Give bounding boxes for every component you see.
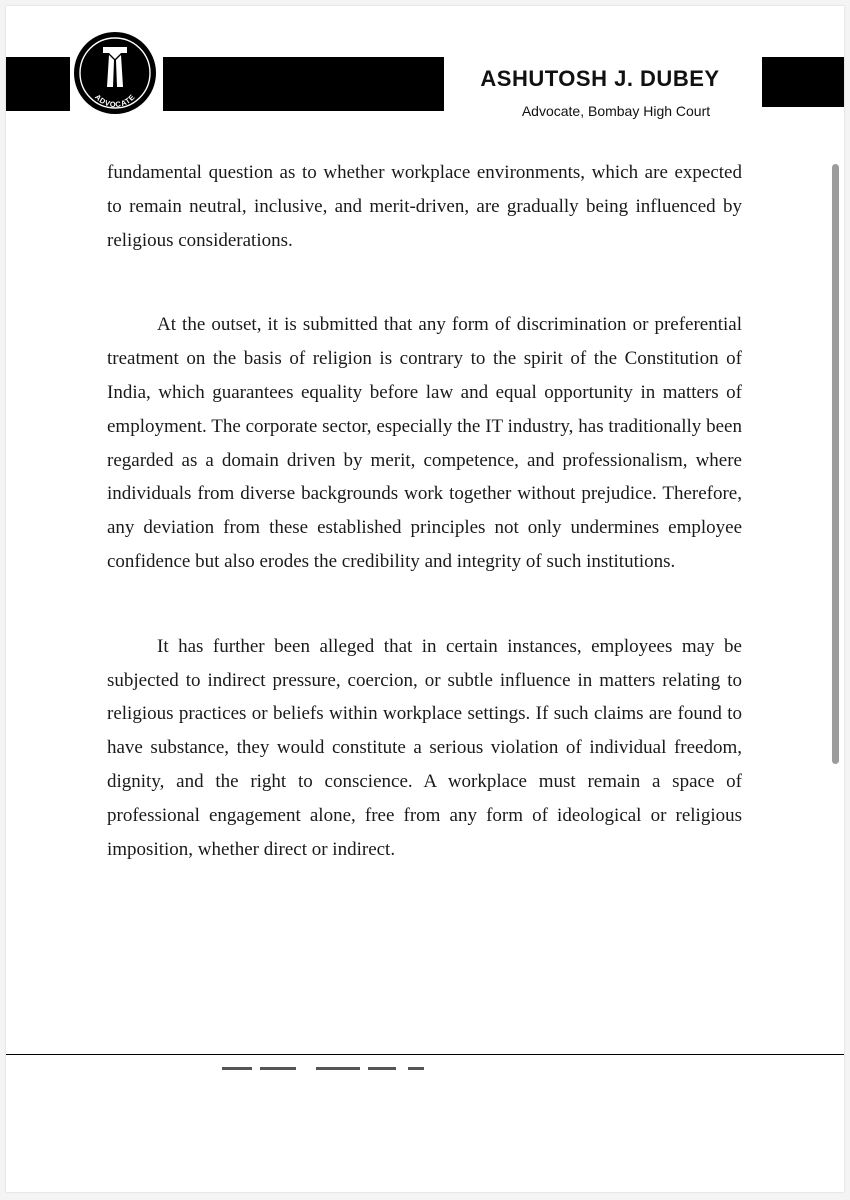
header-bar-left bbox=[6, 57, 70, 111]
paragraph: fundamental question as to whether workplace environments, which are expected to remain neutral, inclusive, and merit-driven, are gradually being influenced by religious considerations. bbox=[107, 162, 742, 251]
vertical-scrollbar[interactable] bbox=[832, 164, 839, 764]
logo-text: ADVOCATE bbox=[93, 92, 137, 110]
document-page bbox=[6, 6, 844, 1192]
header-bar-right bbox=[762, 57, 844, 107]
paragraph: It has further been alleged that in certain instances, employees may be subjected to indirect pressure, coercion, or subtle influence in matters relating to religious practices or beliefs within workplace settings. If such claims are found to have substance, they would constitute a serious violation of individual freedom, dignity, and the right to conscience. A workplace must remain a space of professional engagement alone, free from any form of ideological or religious imposition, whether direct or indirect. bbox=[107, 635, 742, 860]
advocate-title: Advocate, Bombay High Court bbox=[521, 103, 711, 119]
footer-address-cropped bbox=[220, 1067, 460, 1073]
advocate-name: ASHUTOSH J. DUBEY bbox=[480, 66, 720, 91]
paragraph: At the outset, it is submitted that any form of discrimination or preferential treatment on the basis of religion is contrary to the spirit of the Constitution of India, which guarantees equality before law and equal opportunity in matters of employment. The corporate sector, especially the IT industry, has traditionally been regarded as a domain driven by merit, competence, and professionalism, where individuals from diverse backgrounds work together without prejudice. Therefore, any deviation from these established principles not only undermines employee confidence but also erodes the credibility and integrity of such institutions. bbox=[107, 314, 742, 572]
letter-body bbox=[107, 156, 742, 866]
footer-divider bbox=[6, 1054, 844, 1055]
header-bar-redacted bbox=[163, 57, 444, 111]
advocate-logo-icon bbox=[73, 31, 157, 115]
